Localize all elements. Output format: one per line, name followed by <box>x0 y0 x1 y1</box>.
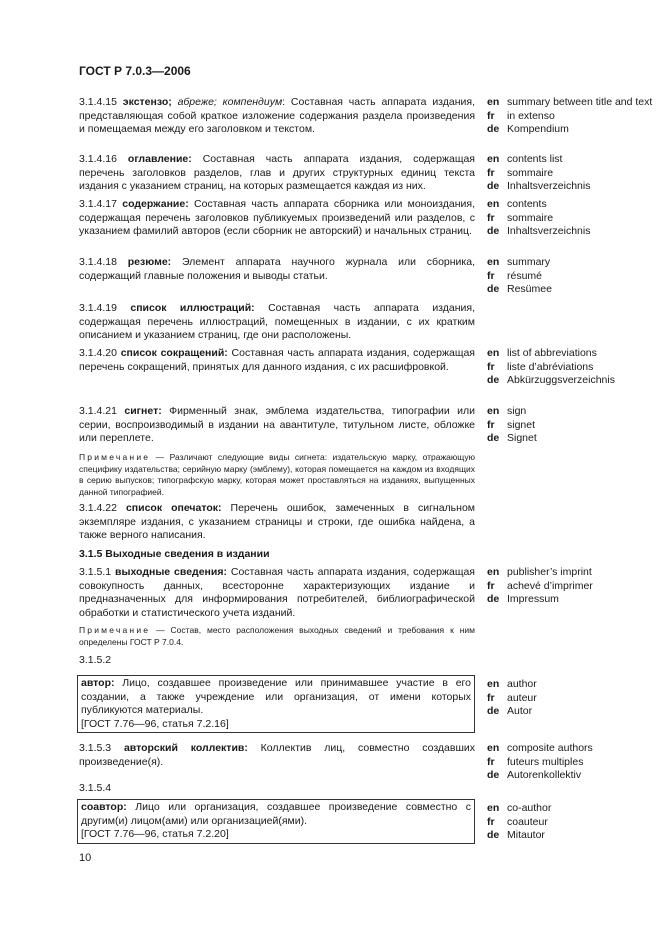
entry-text: Лицо или организация, создавшее произведение совместно с другим(и) лицом(ами) или организацией(ями). <box>81 801 471 827</box>
entry-definition <box>79 302 475 343</box>
lang-code: de <box>487 123 500 135</box>
translation-row <box>487 566 653 580</box>
lang-code: en <box>487 347 500 359</box>
lang-code: fr <box>487 755 495 768</box>
lang-code: de <box>487 180 500 192</box>
entry-term: авторский коллектив: <box>123 742 248 754</box>
translation-row <box>487 167 653 181</box>
section-title: 3.1.5 Выходные сведения в издании <box>79 548 270 560</box>
lang-code: de <box>487 225 500 237</box>
translation-row <box>487 270 653 284</box>
entry-text: Составная часть аппарата издания, содержащая перечень сокращений, принятых для данного издания, с их расшифровкой. <box>79 347 475 373</box>
entry-definition <box>79 502 475 543</box>
entry-number: 3.1.4.20 <box>79 347 117 359</box>
lang-code: fr <box>487 166 495 179</box>
note-label: Примечание <box>79 625 151 635</box>
translation-row <box>487 742 653 756</box>
entry-term: выходные сведения: <box>115 566 227 578</box>
entry-text: Составная часть аппарата издания, содержащая перечень иллюстраций, помещенных в издании, с их кратким описанием и указанием страниц, где они расположены. <box>79 302 475 341</box>
entry-reference: [ГОСТ 7.76—96, статья 7.2.20] <box>81 828 229 840</box>
translation-text: Autorenkollektiv <box>507 769 582 781</box>
entry-text: Фирменный знак, эмблема издательства, типографии или серии, воспроизводимый в издании на авантитуле, титульном листе, обложке или переплете. <box>79 405 475 444</box>
translation-row <box>487 816 653 830</box>
translations <box>487 96 653 137</box>
entry-number: 3.1.5.3 <box>79 742 112 754</box>
translation-text: Abkürzuggsverzeichnis <box>507 374 615 386</box>
entry-text: : Составная часть аппарата издания, представляющая собой краткое изложение содержания раздела произведения и помещаемая между его заголовком и текстом. <box>79 96 475 135</box>
translations <box>487 347 653 388</box>
lang-code: en <box>487 256 500 268</box>
translation-row <box>487 802 653 816</box>
translation-row <box>487 212 653 226</box>
translation-text: publisher’s imprint <box>507 566 592 578</box>
lang-code: de <box>487 374 500 386</box>
entry-definition <box>79 96 475 137</box>
entry-definition <box>79 256 475 283</box>
entry-term: содержание: <box>122 198 189 210</box>
lang-code: fr <box>487 360 495 373</box>
translation-text: achevé d’imprimer <box>507 579 593 592</box>
lang-code: fr <box>487 211 495 224</box>
entry-text: Составная часть аппарата издания, содержащая перечень заголовков разделов, глав и других структурных единиц текста издания с указанием страниц, на которых размещается каждая из них. <box>79 153 475 192</box>
entry-term: список сокращений: <box>120 347 228 359</box>
translation-text: contents <box>507 198 547 210</box>
entry-number: 3.1.4.15 <box>79 96 117 108</box>
translation-text: Mitautor <box>507 829 545 841</box>
lang-code: en <box>487 153 500 165</box>
translation-row <box>487 692 653 706</box>
lang-code: de <box>487 705 500 717</box>
translation-text: Resümee <box>507 283 552 295</box>
translation-text: coauteur <box>507 815 548 828</box>
entry-definition <box>79 742 475 769</box>
lang-code: fr <box>487 691 495 704</box>
entry-number: 3.1.4.16 <box>79 153 117 165</box>
lang-code: fr <box>487 815 495 828</box>
translation-text: auteur <box>507 691 537 704</box>
translation-row <box>487 256 653 270</box>
entry-term: оглавление: <box>127 153 192 165</box>
translation-row <box>487 374 653 388</box>
translation-row <box>487 769 653 783</box>
translation-row <box>487 405 653 419</box>
entry-number-3-1-5-2: 3.1.5.2 <box>79 654 112 666</box>
translation-row <box>487 123 653 137</box>
lang-code: en <box>487 405 500 417</box>
translations <box>487 256 653 297</box>
translation-text: contents list <box>507 153 563 165</box>
lang-code: de <box>487 769 500 781</box>
entry-definition <box>79 198 475 239</box>
entry-definition <box>79 347 475 374</box>
entry-term: сигнет: <box>124 405 162 417</box>
translation-text: futeurs multiples <box>507 755 584 768</box>
entry-term: соавтор: <box>81 801 127 813</box>
entry-reference: [ГОСТ 7.76—96, статья 7.2.16] <box>81 717 229 730</box>
translation-text: summary between title and text <box>507 96 653 108</box>
translation-text: résumé <box>507 269 543 282</box>
entry-term: список иллюстраций: <box>130 302 255 314</box>
translations <box>487 678 653 719</box>
lang-code: de <box>487 283 500 295</box>
translations <box>487 198 653 239</box>
translation-row <box>487 283 653 297</box>
lang-code: en <box>487 742 500 754</box>
entry-number: 3.1.4.21 <box>79 405 117 417</box>
note-label: Примечание <box>79 452 151 462</box>
note-body: — Различают следующие виды сигнета: издательскую марку, отражающую специфику издательства; серийную марку (эмблему), которая помещается на каждом из входящих в серию выпусков; типографскую марку, которая может проставляться на изданиях, выпущенных данной типографией. <box>79 452 475 497</box>
lang-code: fr <box>487 579 495 592</box>
lang-code: en <box>487 566 500 578</box>
page-number: 10 <box>79 852 92 864</box>
entry-text: Лицо, создавшее произведение или принимавшее участие в его создании, а также учреждение или организация, от имени которых публикуются материалы. <box>81 677 471 716</box>
entry-text: Составная часть аппарата издания, содержащая совокупность данных, всесторонне характеризующих издание и предназначенных для информирования потребителей, библиографической обработки и статистического учета изданий. <box>79 566 475 619</box>
translation-text: Inhaltsverzeichnis <box>507 225 591 237</box>
translation-row <box>487 580 653 594</box>
entry-definition <box>79 153 475 194</box>
entry-definition <box>79 405 475 446</box>
translations <box>487 405 653 446</box>
translation-row <box>487 419 653 433</box>
entry-term: экстензо; <box>122 96 172 108</box>
entry-number: 3.1.4.22 <box>79 502 117 514</box>
translation-text: Kompendium <box>507 123 569 135</box>
entry-text: Перечень ошибок, замеченных в сигнальном экземпляре издания, с указанием страницы и строки, где ошибка найдена, а также верного написания. <box>79 502 475 541</box>
translation-text: sign <box>507 405 527 417</box>
lang-code: fr <box>487 269 495 282</box>
entry-term: автор: <box>81 677 115 689</box>
translations <box>487 153 653 194</box>
translation-row <box>487 432 653 446</box>
lang-code: fr <box>487 418 495 431</box>
entry-number: 3.1.4.17 <box>79 198 117 210</box>
note-body: — Состав, место расположения выходных сведений и требования к ним определены ГОСТ Р 7.0.4. <box>79 625 475 647</box>
entry-number: 3.1.5.1 <box>79 566 112 578</box>
entry-term: резюме: <box>127 256 172 268</box>
entry-definition-boxed <box>77 799 475 844</box>
lang-code: en <box>487 802 500 814</box>
translation-row <box>487 705 653 719</box>
lang-code: fr <box>487 109 495 122</box>
page-header: ГОСТ Р 7.0.3—2006 <box>79 64 191 78</box>
entry-number: 3.1.4.19 <box>79 302 117 314</box>
translation-text: author <box>507 678 537 690</box>
translation-text: in extenso <box>507 109 555 122</box>
translation-text: sommaire <box>507 211 554 224</box>
entry-text: Коллектив лиц, совместно создавших произведение(я). <box>79 742 475 768</box>
translation-text: list of abbreviations <box>507 347 597 359</box>
translation-row <box>487 198 653 212</box>
translation-row <box>487 678 653 692</box>
translation-row <box>487 829 653 843</box>
translation-row <box>487 96 653 110</box>
translation-row <box>487 756 653 770</box>
translation-row <box>487 153 653 167</box>
lang-code: de <box>487 432 500 444</box>
translation-text: Autor <box>507 705 533 717</box>
translations <box>487 742 653 783</box>
translation-text: Inhaltsverzeichnis <box>507 180 591 192</box>
lang-code: de <box>487 593 500 605</box>
entry-text: Элемент аппарата научного журнала или сборника, содержащий главные положения и выводы статьи. <box>79 256 475 282</box>
note-text <box>79 452 475 498</box>
note-text <box>79 625 475 648</box>
translations <box>487 566 653 607</box>
lang-code: en <box>487 96 500 108</box>
translation-row <box>487 225 653 239</box>
translation-text: Signet <box>507 432 537 444</box>
translation-row <box>487 180 653 194</box>
translation-row <box>487 110 653 124</box>
entry-definition <box>79 566 475 620</box>
entry-number-3-1-5-4: 3.1.5.4 <box>79 782 112 794</box>
translation-row <box>487 361 653 375</box>
entry-text: Составная часть аппарата сборника или моноиздания, содержащая перечень заголовков публикуемых произведений или разделов, с указанием фамилий авторов (если сборник не авторский) и начальных страниц. <box>79 198 475 237</box>
translations <box>487 802 653 843</box>
translation-text: Impressum <box>507 593 559 605</box>
entry-definition-boxed <box>77 675 475 733</box>
lang-code: de <box>487 829 500 841</box>
translation-row <box>487 593 653 607</box>
entry-term: список опечаток: <box>125 502 222 514</box>
translation-text: liste d’abréviations <box>507 360 594 373</box>
translation-text: composite authors <box>507 742 593 754</box>
translation-row <box>487 347 653 361</box>
translation-text: summary <box>507 256 551 268</box>
entry-number: 3.1.4.18 <box>79 256 117 268</box>
entry-alt-terms: абреже; компендиум <box>177 96 283 108</box>
translation-text: sommaire <box>507 166 554 179</box>
lang-code: en <box>487 678 500 690</box>
translation-text: signet <box>507 418 536 431</box>
translation-text: co-author <box>507 802 552 814</box>
lang-code: en <box>487 198 500 210</box>
